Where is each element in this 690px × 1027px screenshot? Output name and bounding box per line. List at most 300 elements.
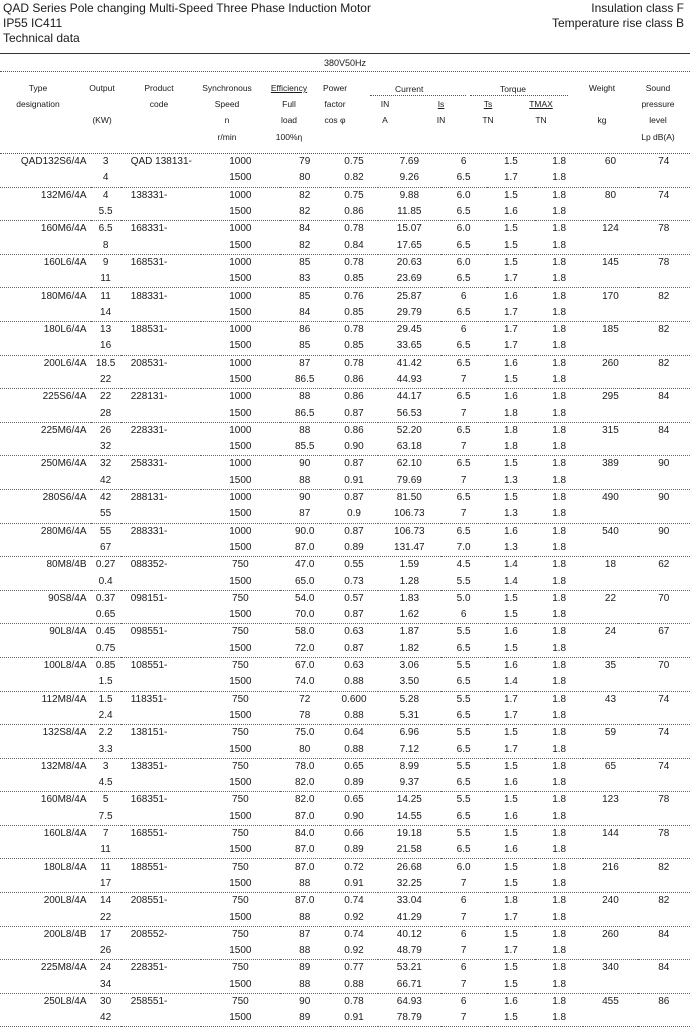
- cell-efficiency: 87.0: [295, 861, 315, 873]
- cell-sound: 78: [658, 256, 670, 268]
- table-row: [0, 1010, 690, 1027]
- header-efficiency: Efficiency Full load 100%η: [270, 83, 308, 142]
- cell-current-in: 62.10: [396, 458, 422, 470]
- cell-current-is: 6.0: [456, 256, 471, 268]
- cell-type: [0, 674, 91, 691]
- cell-type: 280M6/4A: [40, 525, 87, 537]
- cell-current-in: 14.25: [396, 794, 422, 806]
- table-row: [0, 977, 690, 994]
- table-row: [0, 204, 690, 221]
- cell-weight: [583, 809, 637, 826]
- cell-output: 11: [100, 290, 111, 302]
- cell-speed: 1000: [229, 324, 252, 336]
- cell-power-factor: 0.74: [344, 928, 364, 940]
- cell-current-is: 6.5: [456, 357, 471, 369]
- cell-current-in: 40.12: [396, 928, 422, 940]
- cell-efficiency: 74.0: [280, 674, 330, 691]
- cell-current-is: 4.5: [456, 559, 471, 571]
- cell-product-code: 288131-: [130, 492, 168, 504]
- cell-sound: 74: [658, 760, 670, 772]
- cell-output: 22: [100, 391, 112, 403]
- cell-power-factor: 0.86: [330, 204, 378, 221]
- cell-torque-tmax: 1.8: [552, 324, 567, 336]
- cell-current-in: 6.96: [399, 727, 420, 739]
- table-row: [0, 506, 690, 523]
- cell-current-is: 5.5: [456, 828, 471, 840]
- cell-speed: 750: [232, 727, 249, 739]
- cell-sound: [638, 405, 690, 422]
- header-ts: Ts TN: [482, 99, 494, 126]
- cell-efficiency: 86: [299, 324, 311, 336]
- cell-current-in: 3.06: [399, 660, 420, 672]
- cell-sound: [638, 439, 690, 456]
- cell-efficiency: 86.5: [280, 372, 330, 389]
- cell-sound: 82: [658, 290, 670, 302]
- cell-product-code: 208531-: [130, 357, 168, 369]
- cell-type: 160M8/4A: [40, 794, 87, 806]
- cell-output: 2.4: [91, 708, 121, 725]
- cell-weight: [583, 372, 637, 389]
- cell-power-factor: 0.9: [330, 506, 378, 523]
- cell-speed: 1500: [201, 271, 279, 288]
- cell-torque-tmax: 1.8: [535, 943, 583, 960]
- cell-product-code: 228131-: [130, 391, 168, 403]
- cell-type: [0, 943, 91, 960]
- cell-current-in: 131.47: [378, 540, 440, 557]
- cell-speed: 750: [232, 928, 249, 940]
- cell-sound: [638, 170, 690, 187]
- cell-sound: 86: [658, 995, 670, 1007]
- cell-output: 7.5: [91, 809, 121, 826]
- cell-power-factor: 0.85: [330, 305, 378, 322]
- cell-product-code: [121, 439, 201, 456]
- cell-type: 200L6/4A: [43, 357, 87, 369]
- cell-current-is: 7: [441, 909, 487, 926]
- cell-product-code: [121, 473, 201, 490]
- table-row: [0, 540, 690, 557]
- cell-current-in: 5.28: [399, 693, 420, 705]
- cell-current-in: 63.18: [378, 439, 440, 456]
- cell-efficiency: 89: [299, 962, 311, 974]
- cell-type: 90S8/4A: [48, 592, 87, 604]
- cell-efficiency: 72: [299, 693, 311, 705]
- cell-type: [0, 775, 91, 792]
- table-row: [0, 775, 690, 792]
- table-row: [0, 221, 690, 238]
- cell-power-factor: 0.78: [344, 256, 364, 268]
- cell-weight: 65: [604, 760, 617, 772]
- cell-torque-ts: 1.6: [503, 391, 518, 403]
- cell-torque-ts: 1.5: [503, 156, 518, 168]
- cell-current-is: 6.5: [441, 170, 487, 187]
- cell-weight: 35: [604, 660, 617, 672]
- cell-type: [0, 708, 91, 725]
- cell-power-factor: 0.64: [344, 727, 364, 739]
- cell-efficiency: 82: [280, 237, 330, 254]
- cell-type: 132M6/4A: [40, 189, 87, 201]
- cell-speed: 1500: [201, 473, 279, 490]
- table-row: [0, 607, 690, 624]
- cell-sound: [638, 741, 690, 758]
- cell-speed: 750: [232, 962, 249, 974]
- cell-current-in: 7.12: [378, 741, 440, 758]
- cell-efficiency: 88: [280, 909, 330, 926]
- cell-product-code: [121, 842, 201, 859]
- cell-torque-tmax: 1.8: [535, 641, 583, 658]
- table-row: [0, 422, 690, 439]
- cell-torque-ts: 1.8: [503, 895, 518, 907]
- table-row: [0, 187, 690, 204]
- cell-current-in: 5.31: [378, 708, 440, 725]
- cell-weight: 60: [604, 156, 617, 168]
- cell-weight: 260: [602, 357, 619, 369]
- cell-type: 180L8/4A: [43, 861, 87, 873]
- cell-torque-tmax: 1.8: [535, 338, 583, 355]
- cell-efficiency: 84: [299, 223, 311, 235]
- cell-output: 9: [102, 256, 109, 268]
- cell-speed: 750: [232, 995, 249, 1007]
- cell-sound: [638, 1010, 690, 1027]
- cell-output: 26: [91, 943, 121, 960]
- cell-weight: [583, 573, 637, 590]
- cell-power-factor: 0.90: [330, 809, 378, 826]
- cell-weight: 123: [602, 794, 619, 806]
- cell-current-is: 6: [460, 962, 467, 974]
- cell-current-is: 6.0: [456, 189, 471, 201]
- cell-type: 200L8/4B: [43, 928, 87, 940]
- cell-output: 42: [91, 1010, 121, 1027]
- cell-type: 80M8/4B: [46, 559, 87, 571]
- header-type: Type designation: [16, 83, 60, 110]
- cell-weight: [583, 674, 637, 691]
- cell-current-is: 5.0: [456, 592, 471, 604]
- cell-weight: 59: [604, 727, 617, 739]
- cell-torque-tmax: 1.8: [535, 506, 583, 523]
- cell-weight: 80: [604, 189, 617, 201]
- cell-type: [0, 1010, 91, 1027]
- cell-current-in: 1.87: [399, 626, 420, 638]
- cell-speed: 1500: [201, 641, 279, 658]
- cell-current-in: 11.85: [378, 204, 440, 221]
- table-row: [0, 523, 690, 540]
- header-output: Output (KW): [89, 83, 115, 126]
- cell-speed: 1000: [229, 458, 252, 470]
- cell-speed: 750: [232, 559, 249, 571]
- cell-current-in: 9.37: [378, 775, 440, 792]
- cell-weight: [583, 1010, 637, 1027]
- cell-product-code: 258331-: [130, 458, 168, 470]
- cell-type: 180L6/4A: [43, 324, 87, 336]
- cell-current-in: 106.73: [394, 525, 425, 537]
- cell-output: 14: [91, 305, 121, 322]
- header-current-group: Current: [395, 84, 424, 94]
- cell-torque-ts: 1.5: [503, 223, 518, 235]
- cell-type: 112M8/4A: [41, 693, 87, 705]
- cell-speed: 750: [232, 693, 249, 705]
- cell-product-code: [121, 708, 201, 725]
- cell-efficiency: 89: [280, 1010, 330, 1027]
- cell-sound: 84: [658, 391, 670, 403]
- cell-output: 22: [91, 909, 121, 926]
- cell-product-code: 168551-: [130, 828, 168, 840]
- cell-speed: 1500: [201, 305, 279, 322]
- cell-torque-tmax: 1.8: [535, 372, 583, 389]
- cell-output: 22: [91, 372, 121, 389]
- cell-current-is: 7.0: [441, 540, 487, 557]
- cell-efficiency: 80: [280, 170, 330, 187]
- cell-type: [0, 372, 91, 389]
- cell-torque-tmax: 1.8: [535, 405, 583, 422]
- cell-efficiency: 78: [280, 708, 330, 725]
- cell-efficiency: 82.0: [280, 775, 330, 792]
- cell-torque-ts: 1.4: [487, 674, 535, 691]
- cell-product-code: 108551-: [130, 660, 168, 672]
- cell-speed: 750: [232, 660, 249, 672]
- cell-efficiency: 82.0: [295, 794, 315, 806]
- top-rule: [0, 53, 690, 54]
- cell-current-is: 5.5: [456, 794, 471, 806]
- cell-torque-ts: 1.7: [503, 324, 518, 336]
- cell-current-in: 9.26: [378, 170, 440, 187]
- cell-current-in: 56.53: [378, 405, 440, 422]
- cell-torque-ts: 1.5: [487, 237, 535, 254]
- cell-power-factor: 0.84: [330, 237, 378, 254]
- table-row: [0, 657, 690, 674]
- cell-product-code: 228331-: [130, 424, 168, 436]
- header-speed: Synchronous Speed n r/min: [202, 83, 252, 142]
- cell-torque-ts: 1.3: [487, 540, 535, 557]
- cell-speed: 1500: [201, 405, 279, 422]
- cell-product-code: 208551-: [130, 895, 168, 907]
- table-row: [0, 876, 690, 893]
- cell-torque-tmax: 1.8: [552, 693, 567, 705]
- header-product-code: Product code: [144, 83, 174, 110]
- cell-output: 0.85: [95, 660, 116, 672]
- cell-torque-ts: 1.6: [487, 775, 535, 792]
- cell-torque-tmax: 1.8: [552, 626, 567, 638]
- cell-efficiency: 72.0: [280, 641, 330, 658]
- cell-current-is: 7: [441, 439, 487, 456]
- cell-weight: 185: [602, 324, 619, 336]
- temperature-class: Temperature rise class B: [551, 16, 684, 30]
- cell-weight: 124: [602, 223, 619, 235]
- cell-output: 8: [91, 237, 121, 254]
- cell-product-code: 088352-: [130, 559, 168, 571]
- cell-torque-ts: 1.7: [487, 741, 535, 758]
- cell-current-in: 3.50: [378, 674, 440, 691]
- cell-type: 132S8/4A: [42, 727, 87, 739]
- cell-sound: [638, 674, 690, 691]
- cell-efficiency: 87.0: [280, 842, 330, 859]
- table-row: [0, 321, 690, 338]
- cell-type: 280S6/4A: [42, 492, 87, 504]
- cell-sound: [638, 305, 690, 322]
- cell-current-is: 6: [460, 156, 467, 168]
- cell-current-is: 6.5: [441, 708, 487, 725]
- cell-type: [0, 506, 91, 523]
- cell-output: 55: [100, 525, 112, 537]
- cell-efficiency: 84: [280, 305, 330, 322]
- cell-torque-ts: 1.6: [503, 357, 518, 369]
- cell-current-in: 64.93: [396, 995, 422, 1007]
- cell-torque-tmax: 1.8: [535, 305, 583, 322]
- cell-sound: 74: [658, 189, 670, 201]
- cell-product-code: [121, 1010, 201, 1027]
- cell-efficiency: 85: [280, 338, 330, 355]
- cell-current-in: 29.45: [396, 324, 422, 336]
- cell-current-is: 6.5: [456, 492, 471, 504]
- cell-power-factor: 0.91: [330, 1010, 378, 1027]
- cell-output: 0.4: [91, 573, 121, 590]
- cell-product-code: [121, 674, 201, 691]
- cell-power-factor: 0.65: [344, 794, 364, 806]
- table-row: [0, 237, 690, 254]
- cell-weight: [583, 170, 637, 187]
- cell-current-in: 1.83: [399, 592, 420, 604]
- cell-torque-tmax: 1.8: [535, 809, 583, 826]
- cell-torque-tmax: 1.8: [535, 741, 583, 758]
- cell-type: 225S6/4A: [42, 391, 87, 403]
- cell-current-is: 7: [441, 943, 487, 960]
- cell-speed: 1500: [201, 775, 279, 792]
- cell-efficiency: 88: [299, 391, 311, 403]
- cell-torque-tmax: 1.8: [535, 909, 583, 926]
- cell-current-in: 21.58: [378, 842, 440, 859]
- cell-sound: 74: [658, 693, 670, 705]
- cell-output: 3.3: [91, 741, 121, 758]
- cell-output: 14: [100, 895, 112, 907]
- cell-output: 5.5: [91, 204, 121, 221]
- voltage-rule: [0, 71, 690, 72]
- cell-weight: 295: [602, 391, 619, 403]
- cell-torque-tmax: 1.8: [552, 962, 567, 974]
- cell-torque-tmax: 1.8: [552, 156, 567, 168]
- cell-power-factor: 0.72: [344, 861, 364, 873]
- cell-efficiency: 90: [299, 995, 311, 1007]
- cell-torque-tmax: 1.8: [552, 660, 567, 672]
- cell-output: 30: [100, 995, 112, 1007]
- cell-current-is: 5.5: [456, 727, 471, 739]
- cell-power-factor: 0.92: [330, 909, 378, 926]
- cell-sound: 70: [658, 592, 670, 604]
- cell-torque-tmax: 1.8: [535, 775, 583, 792]
- cell-product-code: [121, 338, 201, 355]
- cell-type: 132M8/4A: [40, 760, 87, 772]
- cell-type: 160M6/4A: [40, 223, 87, 235]
- cell-weight: 315: [602, 424, 619, 436]
- cell-current-in: 81.50: [396, 492, 422, 504]
- cell-current-is: 6.5: [441, 204, 487, 221]
- cell-sound: 74: [658, 727, 670, 739]
- cell-product-code: [121, 305, 201, 322]
- cell-power-factor: 0.85: [330, 271, 378, 288]
- cell-weight: 490: [602, 492, 619, 504]
- cell-speed: 1000: [229, 156, 252, 168]
- cell-power-factor: 0.86: [344, 391, 364, 403]
- cell-weight: [583, 641, 637, 658]
- cell-sound: [638, 372, 690, 389]
- cell-current-in: 25.87: [396, 290, 422, 302]
- cell-sound: [638, 204, 690, 221]
- cell-type: [0, 271, 91, 288]
- cell-efficiency: 90: [299, 492, 311, 504]
- cell-power-factor: 0.65: [344, 760, 364, 772]
- cell-current-in: 106.73: [378, 506, 440, 523]
- cell-torque-ts: 1.5: [503, 794, 518, 806]
- table-row: [0, 943, 690, 960]
- cell-current-is: 5.5: [456, 660, 471, 672]
- cell-weight: [583, 439, 637, 456]
- cell-torque-ts: 1.6: [503, 660, 518, 672]
- cell-weight: [583, 607, 637, 624]
- cell-output: 5: [102, 794, 109, 806]
- cell-output: 67: [91, 540, 121, 557]
- cell-efficiency: 85: [299, 290, 311, 302]
- cell-speed: 1500: [201, 909, 279, 926]
- table-row: [0, 725, 690, 742]
- cell-power-factor: 0.91: [330, 473, 378, 490]
- cell-speed: 1500: [201, 237, 279, 254]
- cell-speed: 750: [232, 895, 249, 907]
- cell-power-factor: 0.88: [330, 674, 378, 691]
- cell-current-in: 48.79: [378, 943, 440, 960]
- cell-weight: [583, 473, 637, 490]
- cell-efficiency: 70.0: [280, 607, 330, 624]
- cell-weight: [583, 237, 637, 254]
- table-row: [0, 741, 690, 758]
- cell-weight: [583, 842, 637, 859]
- cell-product-code: [121, 809, 201, 826]
- cell-sound: 84: [658, 962, 670, 974]
- cell-torque-ts: 1.6: [503, 995, 518, 1007]
- cell-weight: 22: [604, 592, 617, 604]
- cell-product-code: [121, 741, 201, 758]
- cell-speed: 1500: [201, 1010, 279, 1027]
- cell-power-factor: 0.89: [330, 540, 378, 557]
- cell-torque-tmax: 1.8: [535, 876, 583, 893]
- table-row: [0, 674, 690, 691]
- cell-sound: 82: [658, 861, 670, 873]
- cell-type: [0, 338, 91, 355]
- cell-output: 28: [91, 405, 121, 422]
- cell-power-factor: 0.88: [330, 708, 378, 725]
- cell-output: 3: [102, 156, 109, 168]
- cell-torque-ts: 1.5: [503, 592, 518, 604]
- cell-efficiency: 82: [299, 189, 311, 201]
- cell-torque-tmax: 1.8: [535, 573, 583, 590]
- cell-product-code: [121, 506, 201, 523]
- cell-torque-ts: 1.4: [487, 573, 535, 590]
- cell-efficiency: 88: [280, 977, 330, 994]
- cell-output: 0.75: [91, 641, 121, 658]
- cell-weight: [583, 540, 637, 557]
- cell-torque-tmax: 1.8: [552, 458, 567, 470]
- cell-torque-tmax: 1.8: [535, 1010, 583, 1027]
- cell-speed: 750: [232, 626, 249, 638]
- cell-efficiency: 87: [299, 928, 311, 940]
- cell-torque-ts: 1.5: [503, 189, 518, 201]
- table-row: [0, 254, 690, 271]
- cell-power-factor: 0.63: [344, 626, 364, 638]
- cell-torque-tmax: 1.8: [552, 525, 567, 537]
- cell-current-is: 6: [460, 928, 467, 940]
- cell-torque-tmax: 1.8: [552, 424, 567, 436]
- table-row: [0, 338, 690, 355]
- cell-torque-ts: 1.5: [503, 928, 518, 940]
- cell-efficiency: 87: [299, 357, 311, 369]
- table-row: [0, 792, 690, 809]
- cell-efficiency: 75.0: [295, 727, 315, 739]
